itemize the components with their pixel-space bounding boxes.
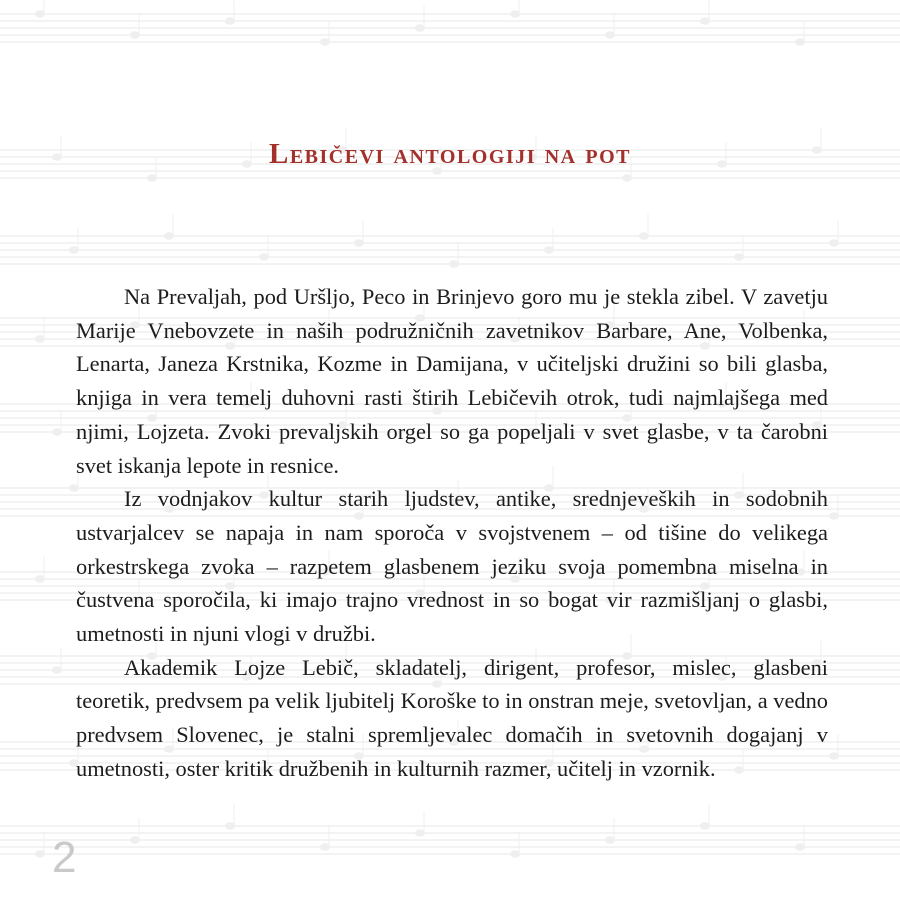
note-head xyxy=(416,25,425,32)
note-head xyxy=(796,39,805,46)
note-head xyxy=(796,844,805,851)
note-head xyxy=(36,11,45,18)
note-head xyxy=(511,851,520,858)
body-text xyxy=(76,280,828,786)
note-head xyxy=(148,175,157,182)
note-head xyxy=(606,32,615,39)
page-number: 2 xyxy=(52,833,77,882)
note-head xyxy=(226,18,235,25)
note-head xyxy=(735,254,744,261)
note-head xyxy=(321,844,330,851)
note-head xyxy=(606,837,615,844)
note-head xyxy=(321,39,330,46)
paragraph: Na Prevaljah, pod Uršljo, Peco in Brinjevo goro mu je stekla zibel. V zavetju Marije Vnebovzete in naših podružničnih zavetnikov Barbare, Ane, Volbenka, Lenarta, Janeza Krstnika, Kozme in Damijana, v učiteljski družini so bili glasba, knjiga in vera temelj duhovni rasti štirih Lebičevih otrok, tudi najmlajšega med njimi, Lojzeta. Zvoki prevaljskih orgel so ga popeljali v svet glasbe, v ta čarobni svet iskanja lepote in resnice. xyxy=(76,284,828,478)
note-head xyxy=(511,11,520,18)
note-head xyxy=(53,429,62,436)
note-head xyxy=(131,837,140,844)
note-head xyxy=(260,254,269,261)
note-head xyxy=(36,576,45,583)
note-head xyxy=(830,753,839,760)
note-head xyxy=(623,175,632,182)
note-head xyxy=(416,830,425,837)
note-head xyxy=(450,261,459,268)
note-head xyxy=(355,240,364,247)
note-head xyxy=(701,823,710,830)
note-head xyxy=(701,18,710,25)
note-head xyxy=(70,247,79,254)
note-head xyxy=(36,851,45,858)
note-head xyxy=(131,32,140,39)
note-head xyxy=(226,823,235,830)
note-head xyxy=(36,336,45,343)
note-head xyxy=(53,667,62,674)
note-head xyxy=(640,233,649,240)
page-title: Lebičevi antologiji na pot xyxy=(268,138,631,170)
note-head xyxy=(830,513,839,520)
paragraph: Iz vodnjakov kultur starih ljudstev, antike, srednjeveških in sodobnih ustvarjalcev se napaja in nam sporoča v svojstvenem – od tišine do velikega orkestrskega zvoka – razpetem glasbenem jeziku svoja pomembna miselna in čustvena sporočila, ki imajo trajno vrednost in so bogat vir razmišljanj o glasbi, umetnosti in njuni vlogi v družbi. xyxy=(76,486,828,647)
note-head xyxy=(830,240,839,247)
note-head xyxy=(165,233,174,240)
paragraph: Akademik Lojze Lebič, skladatelj, dirigent, profesor, mislec, glasbeni teoretik, predvsem pa velik ljubitelj Koroške to in onstran meje, svetovljan, a vedno predvsem Slovenec, je stalni spremljevalec domačih in svetovnih dogajanj v umetnosti, oster kritik družbenih in kulturnih razmer, učitelj in vzornik. xyxy=(76,654,828,781)
note-head xyxy=(545,247,554,254)
